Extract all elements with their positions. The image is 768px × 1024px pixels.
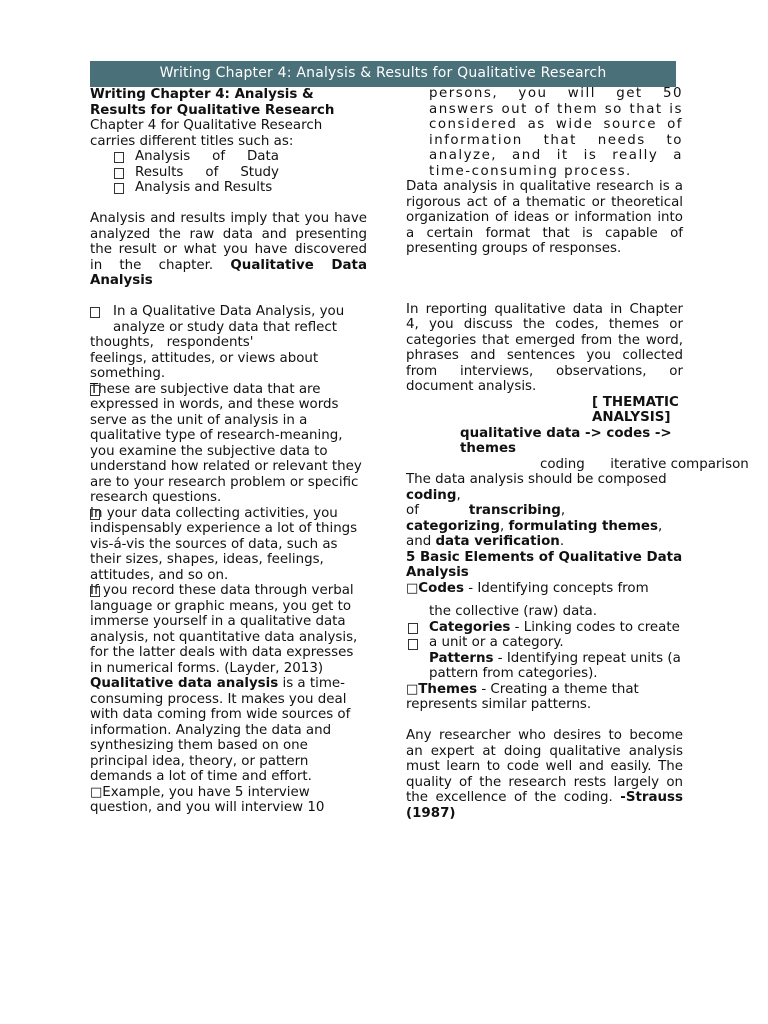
section-heading: Writing Chapter 4: Analysis & Results for Qualitative Research	[90, 87, 335, 118]
bullet-glyph-icon: □	[406, 681, 419, 697]
right-column	[406, 86, 749, 821]
example-paragraph: □Example, you have 5 interview question, and you will interview 10	[90, 784, 325, 815]
checkbox-icon	[90, 385, 100, 396]
steps-line: of transcribing,	[406, 503, 566, 518]
checkbox-icon	[408, 639, 418, 650]
checkbox-icon	[90, 307, 100, 318]
checkbox-icon	[114, 152, 124, 163]
qda-paragraph: Qualitative data analysis is a time-consuming process. It makes you deal with data coming from wide sources of information. Analyzing the data and synthesizing them based on one principal idea, theory, or pattern demands a lot of time and effort.	[90, 676, 351, 784]
bullet-glyph-icon: □	[406, 580, 419, 596]
document-banner: Writing Chapter 4: Analysis & Results for Qualitative Research	[90, 61, 676, 87]
title-item: Results of Study	[90, 165, 367, 181]
intro-text: Chapter 4 for Qualitative Research carries different titles such as:	[90, 118, 323, 149]
elements-heading: 5 Basic Elements of Qualitative Data Analysis	[406, 549, 683, 580]
steps-line: and data verification.	[406, 534, 565, 549]
bullet-glyph-icon: □	[90, 784, 103, 800]
bullet-item: These are subjective data that are expressed in words, and these words serve as the unit of analysis in a qualitative type of research-meaning, you examine the subjective data to understand how related or relevant they are to your research problem or specific research questions.	[90, 381, 362, 505]
element-themes: □Themes - Creating a theme that represents similar patterns.	[406, 681, 639, 712]
checkbox-icon	[90, 509, 100, 520]
composed-line: The data analysis should be composed coding,	[406, 472, 667, 503]
thematic-analysis-label: [ THEMATIC ANALYSIS]	[592, 394, 679, 425]
bullet-item: In a Qualitative Data Analysis, you analyze or study data that reflect thoughts, respondents' feelings, attitudes, or views about something.	[90, 304, 345, 381]
element-categories: Categories - Linking codes to create a unit or a category.	[406, 620, 683, 651]
strauss-quote: Any researcher who desires to become an expert at doing qualitative analysis must learn to code well and easily. The quality of the research rests largely on the excellence of the coding. -Strauss (1987)	[406, 728, 683, 821]
element-patterns: Patterns - Identifying repeat units (a pattern from categories).	[429, 650, 681, 681]
continuation-text: persons, you will get 50 answers out of them so that is considered as wide source of information that needs to analyze, and it is really a time-consuming process.	[429, 86, 683, 179]
element-codes: □Codes - Identifying concepts from	[406, 580, 649, 596]
checkbox-icon	[114, 168, 124, 179]
bullet-item: If you record these data through verbal language or graphic means, you get to immerse yourself in a qualitative data analysis, not quantitative data analysis, for the latter deals with data expresses in numerical forms. (Layder, 2013)	[90, 583, 358, 676]
reporting-paragraph: In reporting qualitative data in Chapter 4, you discuss the codes, themes or categories that emerged from the word, phrases and sentences you collected from interviews, observations, or document analysis.	[406, 301, 683, 394]
analysis-flow: qualitative data -> codes -> themes	[460, 425, 672, 456]
coding-iterative: coding iterative comparison	[540, 456, 749, 472]
analysis-paragraph: Analysis and results imply that you have analyzed the raw data and presenting the result or what you have discovered in the chapter. Qualitative Data Analysis	[90, 211, 367, 288]
title-item: Analysis of Data	[90, 149, 367, 165]
checkbox-icon	[114, 183, 124, 194]
title-item: Analysis and Results	[90, 180, 367, 196]
checkbox-icon	[90, 586, 100, 597]
checkbox-icon	[408, 623, 418, 634]
left-column	[90, 87, 367, 816]
element-codes-cont: the collective (raw) data.	[429, 604, 598, 619]
definition-paragraph: Data analysis in qualitative research is a rigorous act of a thematic or theoretical organization of ideas or information into a certain format that is capable of presenting groups of responses.	[406, 179, 683, 256]
steps-line: categorizing, formulating themes,	[406, 518, 663, 534]
bullet-item: In your data collecting activities, you indispensably experience a lot of things vis-á-vis the sources of data, such as their sizes, shapes, ideas, feelings, attitudes, and so on.	[90, 505, 358, 583]
